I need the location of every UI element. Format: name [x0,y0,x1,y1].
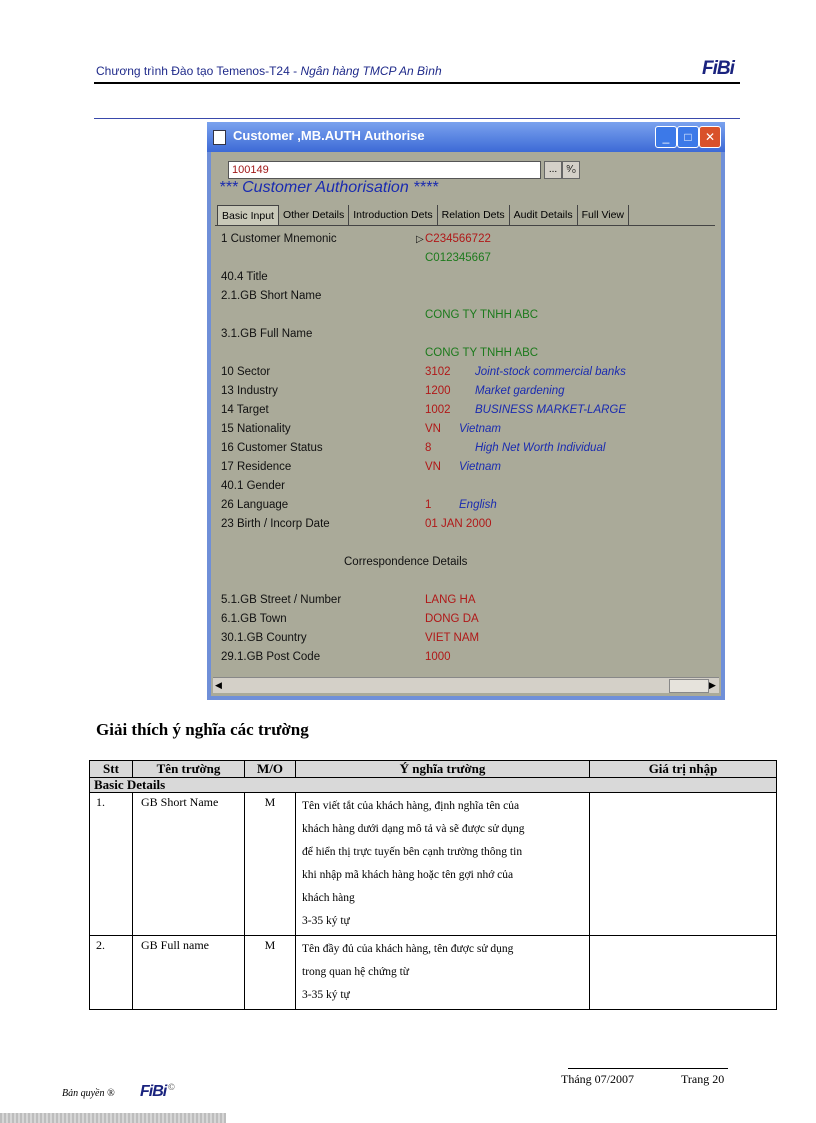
section-row [90,778,777,793]
desc-line: 3-35 ký tự [302,915,350,927]
target-code[interactable]: 1002 [425,404,451,416]
lookup-button[interactable]: ⁹⁄₀ [562,161,580,179]
language-label: 26 Language [221,499,289,511]
window-titlebar[interactable] [207,122,725,152]
table-row [90,793,777,936]
short-name-label: 2.1.GB Short Name [221,290,322,302]
customer-authorise-window [207,122,725,700]
footer-divider [568,1068,728,1069]
status-desc: High Net Worth Individual [475,442,606,454]
document-icon [213,130,226,145]
post-code-label: 29.1.GB Post Code [221,651,321,663]
field-explanation-table [89,760,777,1010]
industry-code[interactable]: 1200 [425,385,451,397]
fibi-logo: FiBi [702,58,734,79]
country-value[interactable]: VIET NAM [425,632,480,644]
row-field-name: GB Short Name [133,793,245,936]
street-value[interactable]: LANG HA [425,594,476,606]
town-value[interactable]: DONG DA [425,613,479,625]
title-label: 40.4 Title [221,271,268,283]
header-input-value: Giá trị nhập [590,761,777,778]
basic-details-label: Basic Details [90,778,777,793]
sector-desc: Joint-stock commercial banks [475,366,626,378]
residence-label: 17 Residence [221,461,292,473]
header-field-name: Tên trường [133,761,245,778]
tab-basic-input[interactable]: Basic Input [217,205,279,225]
horizontal-scrollbar[interactable] [213,677,719,693]
gender-label: 40.1 Gender [221,480,285,492]
header-mo: M/O [245,761,296,778]
header-stt: Stt [90,761,133,778]
bank-name: Ngân hàng TMCP An Bình [300,64,442,78]
nationality-desc: Vietnam [459,423,501,435]
bottom-hatched-bar [0,1113,226,1123]
tab-introduction-dets[interactable]: Introduction Dets [349,205,437,225]
desc-line: trong quan hệ chứng từ [302,966,409,978]
row-mo: M [245,936,296,1010]
nationality-code[interactable]: VN [425,423,441,435]
tab-bar [217,205,629,225]
tab-divider [215,225,715,226]
language-code[interactable]: 1 [425,499,432,511]
desc-line: Tên viết tắt của khách hàng, định nghĩa tên của [302,800,520,812]
desc-line: khi nhập mã khách hàng hoặc tên gợi nhớ của [302,869,514,881]
scroll-thumb[interactable] [669,679,709,693]
tab-audit-details[interactable]: Audit Details [510,205,578,225]
row-mo: M [245,793,296,936]
section-divider [94,118,740,119]
residence-code[interactable]: VN [425,461,441,473]
pointer-icon: ▷ [416,234,424,245]
town-label: 6.1.GB Town [221,613,287,625]
row-input-value [590,793,777,936]
desc-line: Tên đầy đủ của khách hàng, tên được sử dụng [302,943,514,955]
table-row [90,936,777,1010]
country-label: 30.1.GB Country [221,632,307,644]
copyright-mark: © [168,1082,175,1092]
mnemonic-value[interactable]: C234566722 [425,233,491,245]
tab-other-details[interactable]: Other Details [279,205,349,225]
row-field-name: GB Full name [133,936,245,1010]
tab-full-view[interactable]: Full View [578,205,629,225]
full-name-value: CONG TY TNHH ABC [425,347,539,359]
scroll-left-icon[interactable]: ◀ [215,680,222,690]
sector-label: 10 Sector [221,366,271,378]
row-description [296,936,590,1010]
status-code[interactable]: 8 [425,442,432,454]
window-title: Customer ,MB.AUTH Authorise [233,128,425,143]
industry-label: 13 Industry [221,385,278,397]
table-header-row [90,761,777,778]
desc-line: để hiển thị trực tuyến bên cạnh trường thông tin [302,846,523,858]
program-name: Chương trình Đào tạo Temenos-T24 - [96,64,301,78]
residence-desc: Vietnam [459,461,501,473]
copyright-text: Bản quyền ® [62,1088,115,1099]
record-id-input[interactable]: 100149 [228,161,541,179]
header-meaning: Ý nghĩa trường [296,761,590,778]
footer-date: Tháng 07/2007 [561,1072,634,1086]
dots-button[interactable]: ... [544,161,562,179]
short-name-value: CONG TY TNHH ABC [425,309,539,321]
desc-line: 3-35 ký tự [302,989,350,1001]
status-label: 16 Customer Status [221,442,323,454]
row-stt: 1. [90,793,133,936]
desc-line: khách hàng [302,892,355,904]
industry-desc: Market gardening [475,385,565,397]
post-code-value[interactable]: 1000 [425,651,451,663]
birth-date-value[interactable]: 01 JAN 2000 [425,518,492,530]
correspondence-heading: Correspondence Details [344,556,468,568]
close-button[interactable]: ✕ [699,126,721,148]
language-desc: English [459,499,497,511]
row-input-value [590,936,777,1010]
full-name-label: 3.1.GB Full Name [221,328,313,340]
target-desc: BUSINESS MARKET-LARGE [475,404,627,416]
birth-date-label: 23 Birth / Incorp Date [221,518,330,530]
header-divider [94,82,740,84]
desc-line: khách hàng dưới dạng mô tả và sẽ được sử dụng [302,823,525,835]
maximize-button[interactable]: □ [677,126,699,148]
scroll-right-icon[interactable]: ▶ [709,680,716,690]
tab-relation-dets[interactable]: Relation Dets [438,205,510,225]
header-title [96,64,442,78]
nationality-label: 15 Nationality [221,423,291,435]
row-description [296,793,590,936]
section-title: Giải thích ý nghĩa các trường [96,720,309,739]
street-label: 5.1.GB Street / Number [221,594,342,606]
footer-fibi-logo: FiBi [140,1083,167,1100]
target-label: 14 Target [221,404,269,416]
row-stt: 2. [90,936,133,1010]
sector-code[interactable]: 3102 [425,366,451,378]
footer-page-number: Trang 20 [681,1072,725,1086]
customer-authorisation-heading: *** Customer Authorisation **** [219,179,439,196]
minimize-button[interactable]: _ [655,126,677,148]
mnemonic-label: 1 Customer Mnemonic [221,233,337,245]
mnemonic-old-value: C012345667 [425,252,491,264]
window-client-area [211,152,721,696]
